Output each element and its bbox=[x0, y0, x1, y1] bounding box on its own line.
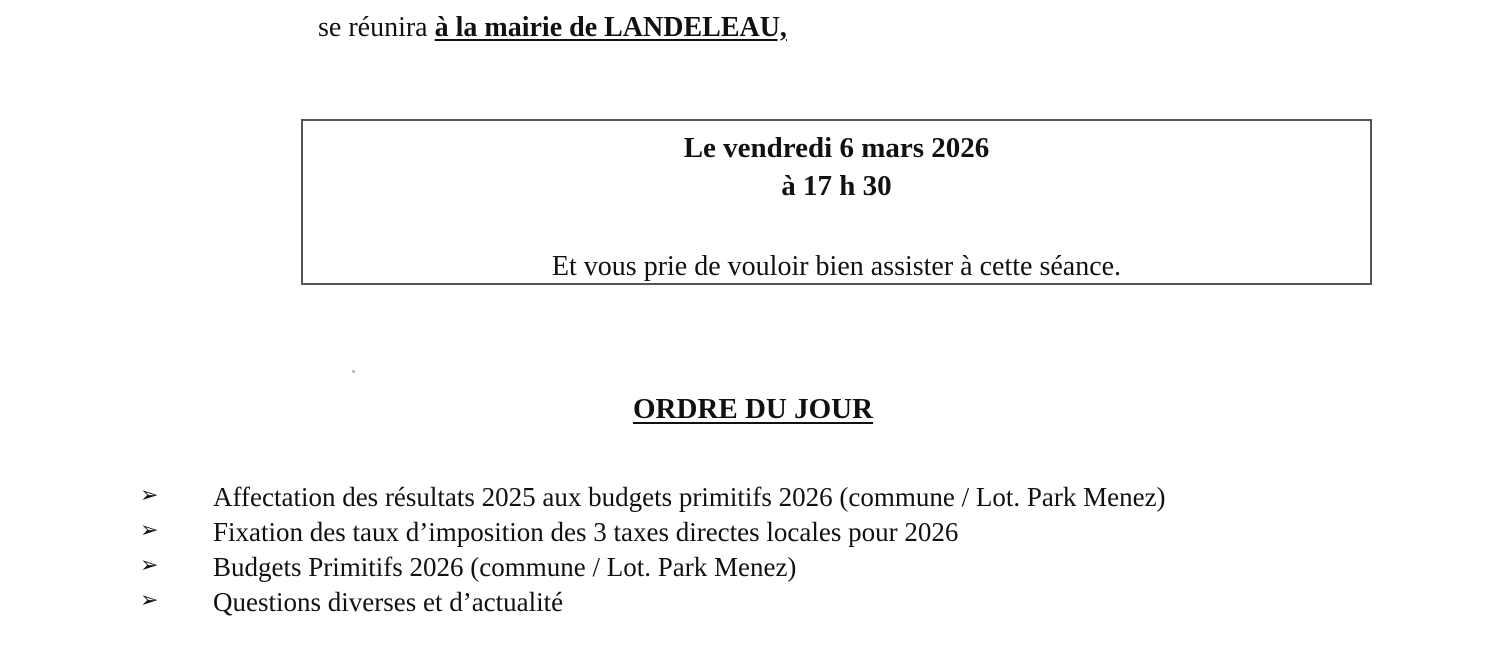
arrowhead-bullet-icon: ➢ bbox=[140, 518, 159, 543]
agenda-item-text: Affectation des résultats 2025 aux budgets primitifs 2026 (commune / Lot. Park Menez) bbox=[213, 482, 1166, 512]
scan-speck bbox=[352, 370, 355, 373]
arrowhead-bullet-icon: ➢ bbox=[140, 553, 159, 578]
meeting-time: à 17 h 30 bbox=[781, 170, 892, 202]
meeting-place: à la mairie de LANDELEAU, bbox=[434, 12, 787, 43]
arrowhead-bullet-icon: ➢ bbox=[140, 483, 159, 508]
meeting-invitation: Et vous prie de vouloir bien assister à cette séance. bbox=[551, 251, 1122, 282]
arrowhead-bullet-icon: ➢ bbox=[140, 588, 159, 613]
location-intro-text: se réunira bbox=[318, 12, 428, 43]
meeting-details-box bbox=[301, 119, 1372, 285]
agenda-item-text: Fixation des taux d’imposition des 3 taxes directes locales pour 2026 bbox=[213, 517, 959, 547]
agenda-item-text: Questions diverses et d’actualité bbox=[213, 587, 564, 617]
agenda-title: ORDRE DU JOUR bbox=[632, 393, 874, 425]
meeting-date: Le vendredi 6 mars 2026 bbox=[683, 132, 990, 164]
agenda-item-text: Budgets Primitifs 2026 (commune / Lot. Park Menez) bbox=[213, 552, 797, 582]
convocation-location-line bbox=[318, 12, 787, 44]
